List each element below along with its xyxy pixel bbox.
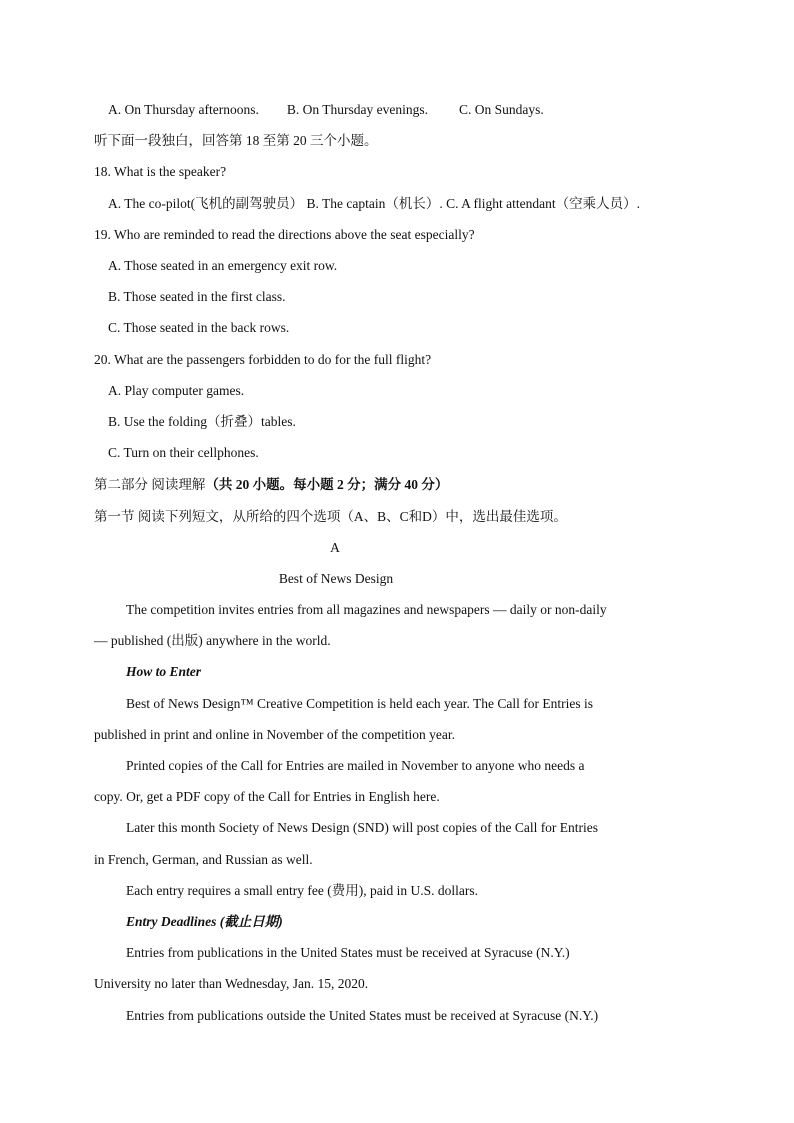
paragraph-1-line-2: — published (出版) anywhere in the world. <box>94 633 331 648</box>
q20-question: 20. What are the passengers forbidden to do for the full flight? <box>94 352 432 367</box>
paragraph-3-line-2: copy. Or, get a PDF copy of the Call for Entries in English here. <box>94 789 440 804</box>
heading-how-to-enter: How to Enter <box>126 664 202 679</box>
paragraph-4-line-1: Later this month Society of News Design (SND) will post copies of the Call for Entries <box>126 820 599 835</box>
section1-instruction: 第一节 阅读下列短文，从所给的四个选项（A、B、C和D）中，选出最佳选项。 <box>94 509 567 524</box>
q17-option-a: A. On Thursday afternoons. <box>108 102 259 117</box>
paragraph-4-line-2: in French, German, and Russian as well. <box>94 852 313 867</box>
part2-heading-prefix: 第二部分 阅读理解 <box>94 477 206 492</box>
q17-option-b: B. On Thursday evenings. <box>286 102 428 117</box>
q19-option-c: C. Those seated in the back rows. <box>108 320 290 335</box>
part2-heading <box>94 476 448 494</box>
paragraph-5: Each entry requires a small entry fee (费用), paid in U.S. dollars. <box>126 883 479 898</box>
q20-option-a: A. Play computer games. <box>108 383 245 398</box>
paragraph-1-line-1: The competition invites entries from all magazines and newspapers — daily or non-daily <box>126 602 607 617</box>
passage-title: Best of News Design <box>278 571 394 586</box>
monologue-instruction: 听下面一段独白，回答第 18 至第 20 三个小题。 <box>94 133 378 148</box>
part2-heading-points: （共 20 小题。每小题 2 分；满分 40 分） <box>205 477 449 492</box>
q19-option-b: B. Those seated in the first class. <box>108 289 286 304</box>
q20-option-c: C. Turn on their cellphones. <box>108 445 259 460</box>
q19-option-a: A. Those seated in an emergency exit row. <box>108 258 338 273</box>
paragraph-7-line-1: Entries from publications outside the United States must be received at Syracuse (N.Y.) <box>126 1008 599 1023</box>
paragraph-6-line-1: Entries from publications in the United States must be received at Syracuse (N.Y.) <box>126 945 570 960</box>
paragraph-3-line-1: Printed copies of the Call for Entries are mailed in November to anyone who needs a <box>126 758 585 773</box>
q19-question: 19. Who are reminded to read the directions above the seat especially? <box>94 227 475 242</box>
q20-option-b: B. Use the folding（折叠）tables. <box>108 414 296 429</box>
paragraph-2-line-2: published in print and online in November of the competition year. <box>94 727 456 742</box>
paragraph-6-line-2: University no later than Wednesday, Jan. 15, 2020. <box>94 976 369 991</box>
q18-question: 18. What is the speaker? <box>94 164 227 179</box>
q18-options: A. The co-pilot(飞机的副驾驶员） B. The captain（机长）. C. A flight attendant（空乘人员）. <box>108 196 640 211</box>
q17-option-c: C. On Sundays. <box>458 102 544 117</box>
passage-label: A <box>330 540 340 555</box>
q17-options <box>108 101 544 119</box>
paragraph-2-line-1: Best of News Design™ Creative Competition is held each year. The Call for Entries is <box>126 696 594 711</box>
heading-entry-deadlines: Entry Deadlines (截止日期) <box>126 914 283 929</box>
